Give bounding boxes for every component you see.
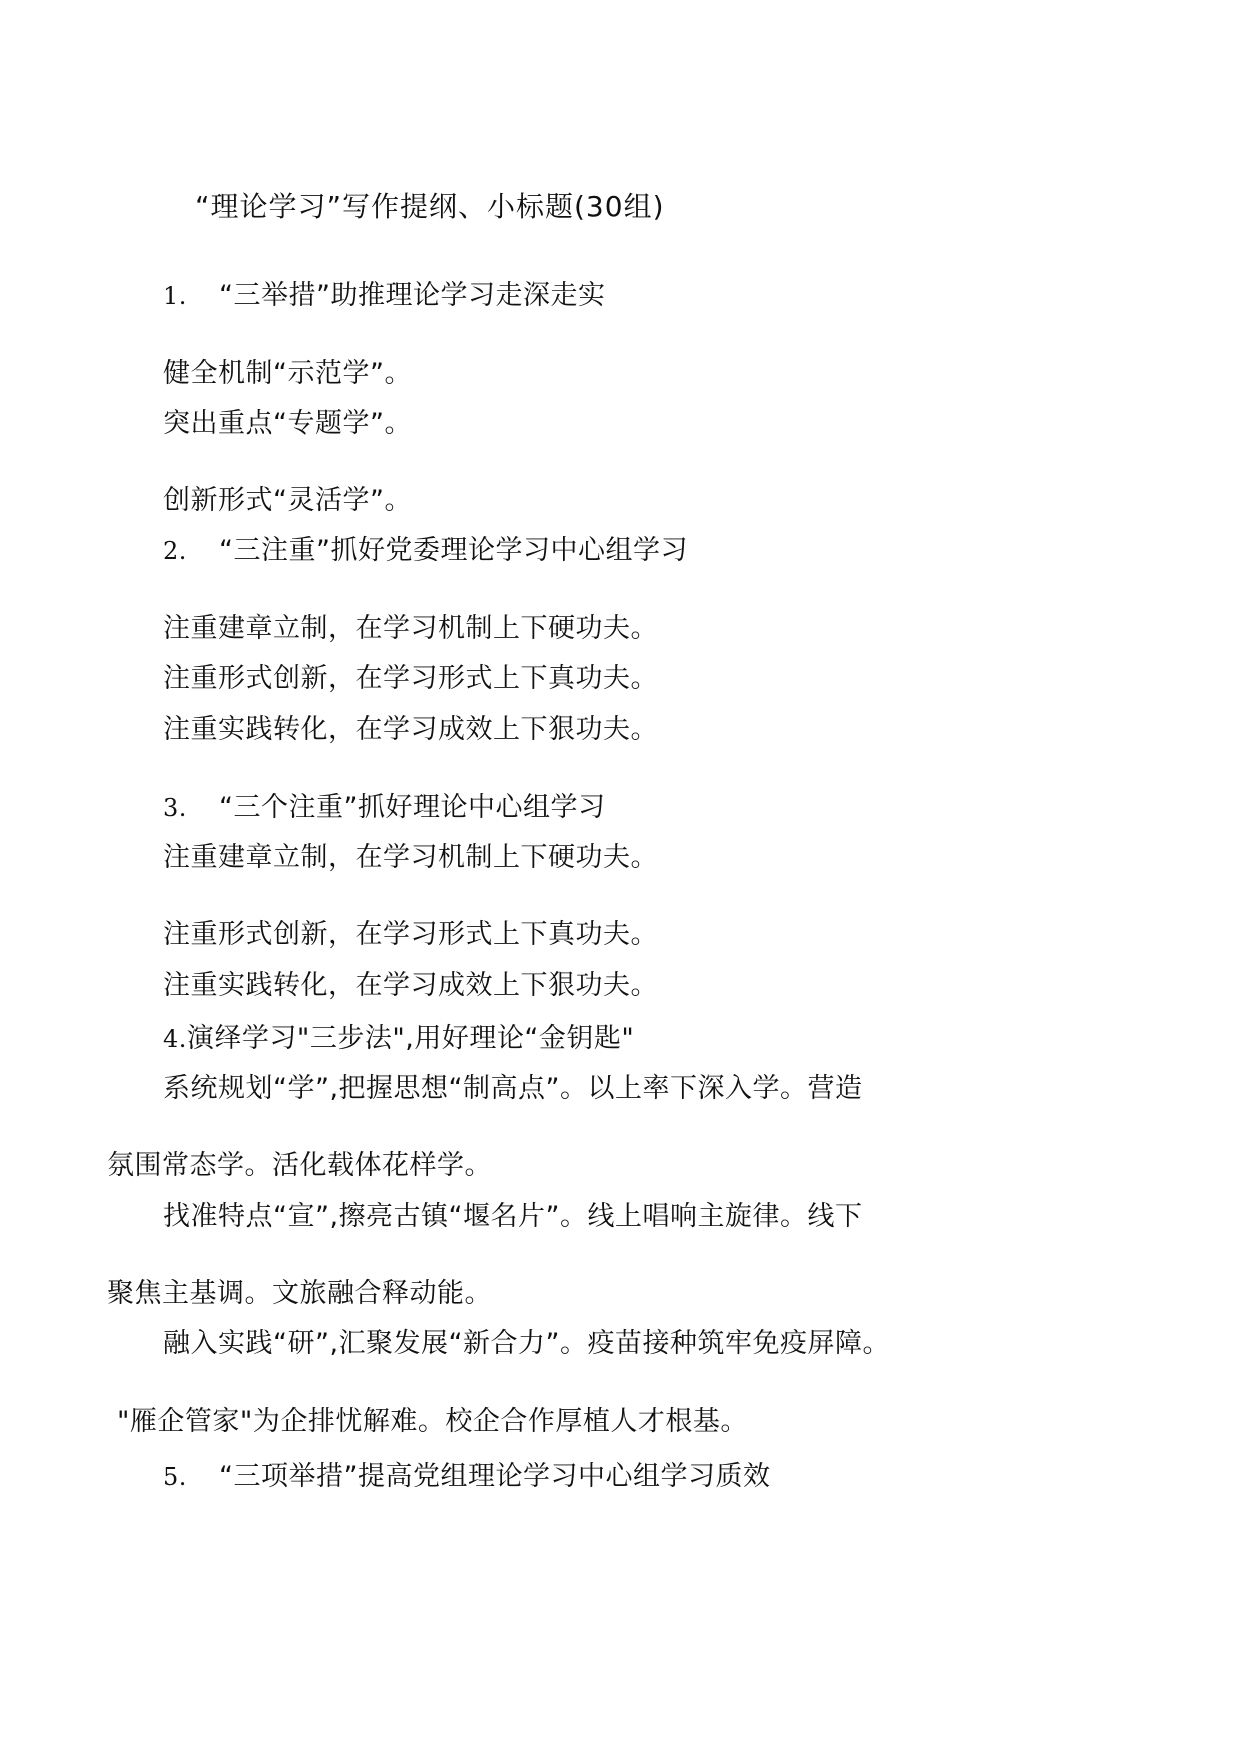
section-heading-text: 演绎学习"三步法",用好理论“金钥匙" xyxy=(186,1023,635,1054)
section-1-point-1: 健全机制“示范学”。 xyxy=(163,358,412,389)
section-heading-1 xyxy=(163,279,605,313)
section-heading-4 xyxy=(163,1022,634,1056)
section-3-point-3: 注重实践转化，在学习成效上下狠功夫。 xyxy=(163,970,658,1001)
section-1-point-3: 创新形式“灵活学”。 xyxy=(163,485,412,516)
section-number: 5. xyxy=(163,1463,187,1491)
section-2-point-1: 注重建章立制，在学习机制上下硬功夫。 xyxy=(163,613,658,644)
section-4-paragraph-2-line-2: 聚焦主基调。文旅融合释动能。 xyxy=(107,1278,492,1309)
section-heading-5 xyxy=(163,1460,770,1494)
section-4-paragraph-3-line-2: "雁企管家"为企排忧解难。校企合作厚植人才根基。 xyxy=(117,1406,748,1437)
section-heading-3 xyxy=(163,791,605,825)
section-1-point-2: 突出重点“专题学”。 xyxy=(163,408,412,439)
section-heading-text: “三个注重”抓好理论中心组学习 xyxy=(219,792,606,823)
section-heading-text: “三注重”抓好党委理论学习中心组学习 xyxy=(219,535,688,566)
section-4-paragraph-1-line-2: 氛围常态学。活化载体花样学。 xyxy=(107,1150,492,1181)
section-3-point-1: 注重建章立制，在学习机制上下硬功夫。 xyxy=(163,842,658,873)
section-4-paragraph-2-line-1: 找准特点“宣”,擦亮古镇“堰名片”。线上唱响主旋律。线下 xyxy=(163,1201,863,1232)
section-heading-text: “三项举措”提高党组理论学习中心组学习质效 xyxy=(219,1461,771,1492)
section-4-paragraph-3-line-1: 融入实践“研”,汇聚发展“新合力”。疫苗接种筑牢免疫屏障。 xyxy=(163,1328,891,1359)
section-number: 3. xyxy=(163,794,187,822)
section-heading-2 xyxy=(163,534,688,568)
section-2-point-2: 注重形式创新，在学习形式上下真功夫。 xyxy=(163,663,658,694)
section-number: 1. xyxy=(163,282,187,310)
page-title: “理论学习”写作提纲、小标题(30组) xyxy=(195,190,665,223)
section-2-point-3: 注重实践转化，在学习成效上下狠功夫。 xyxy=(163,714,658,745)
section-number: 4. xyxy=(163,1025,187,1053)
section-heading-text: “三举措”助推理论学习走深走实 xyxy=(219,280,606,311)
section-4-paragraph-1-line-1: 系统规划“学”,把握思想“制高点”。以上率下深入学。营造 xyxy=(163,1073,863,1104)
section-number: 2. xyxy=(163,537,187,565)
section-3-point-2: 注重形式创新，在学习形式上下真功夫。 xyxy=(163,919,658,950)
